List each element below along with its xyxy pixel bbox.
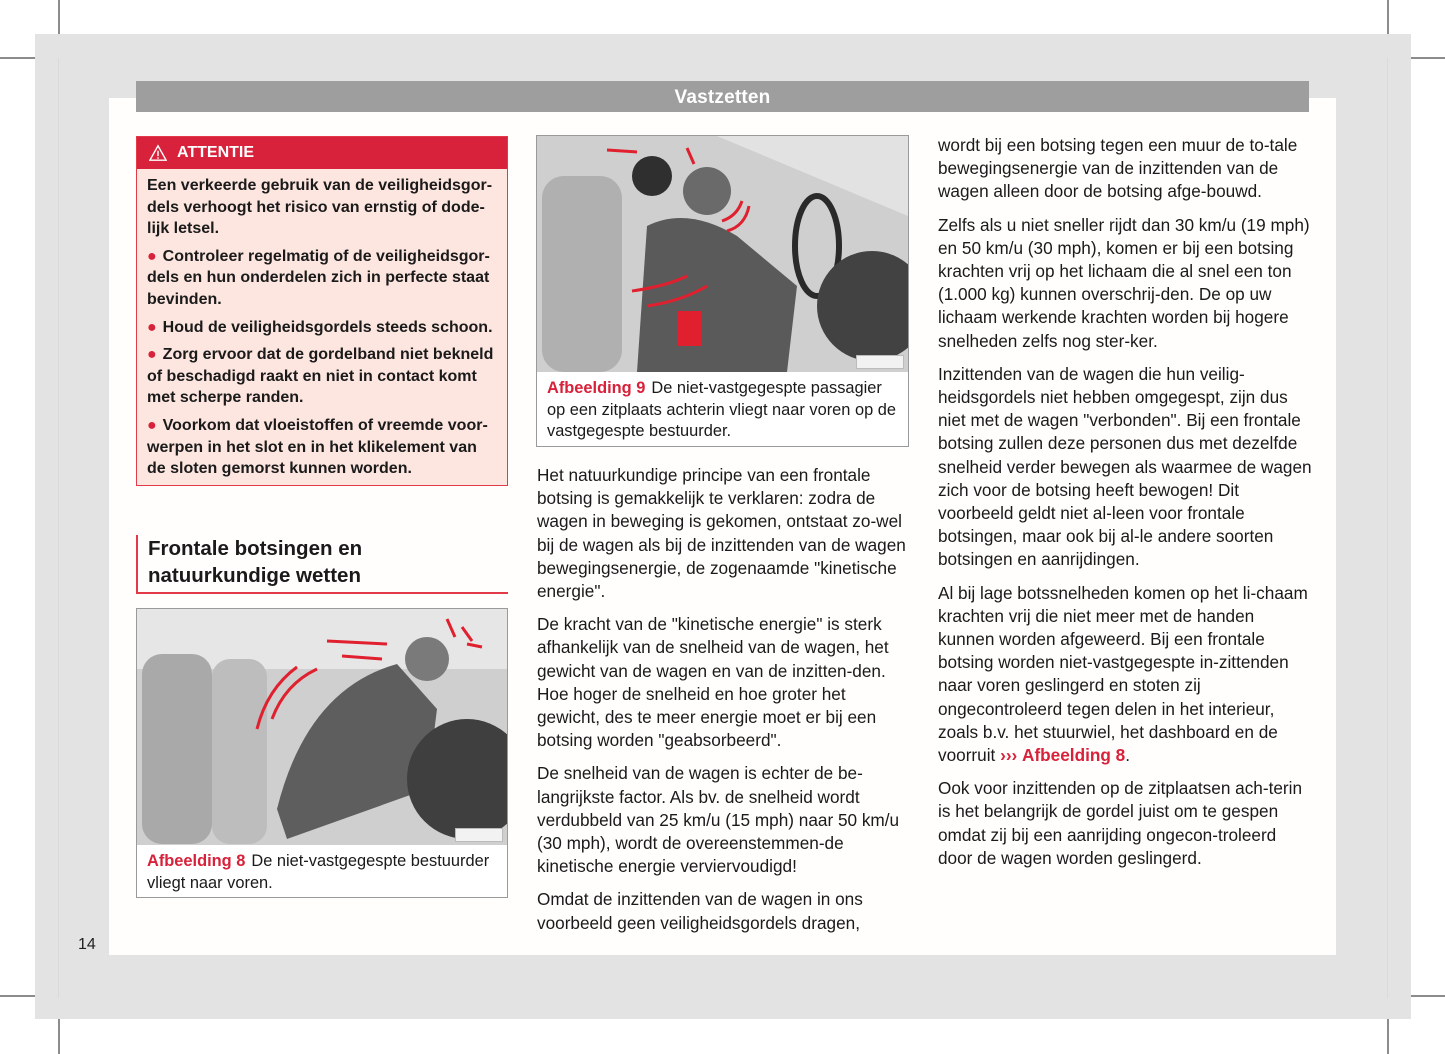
warning-box — [136, 136, 508, 486]
warning-title: ATTENTIE — [177, 144, 255, 161]
warning-bullet: ● Houd de veiligheidsgordels steeds schoon. — [147, 318, 493, 336]
right-column — [938, 134, 1313, 880]
warning-header — [137, 137, 507, 169]
crash-illustration-icon — [537, 136, 908, 372]
figure-9-caption: Afbeelding 9 De niet-vastgegespte passagier op een zitplaats achterin vliegt naar voren op de vastgegespte bestuurder. — [547, 379, 896, 441]
paragraph: Omdat de inzittenden van de wagen in ons voorbeeld geen veiligheidsgordels dragen, — [537, 889, 863, 933]
image-code-label — [455, 828, 503, 842]
paragraph: De snelheid van de wagen is echter de be-langrijkste factor. Als bv. de snelheid wordt verdubbeld van 25 km/u (15 mph) naar 50 km/u (30 mph), wordt de overeenstemmen-de kinetische energie verviervoudigd! — [537, 763, 900, 877]
warning-bullet: ● Controleer regelmatig of de veiligheidsgor-dels en hun onderdelen zich in perfecte staat bevinden. — [147, 247, 490, 308]
crop-mark — [1405, 995, 1445, 997]
warning-bullet: ● Zorg ervoor dat de gordelband niet bekneld of beschadigd raakt en niet in contact komt met scherpe randen. — [147, 346, 494, 407]
paragraph: wordt bij een botsing tegen een muur de to-tale bewegingsenergie van de inzittenden van de wagen alleen door de botsing afge-bouwd. — [938, 135, 1298, 202]
middle-column — [537, 464, 912, 945]
warning-bullet: ● Voorkom dat vloeistoffen of vreemde voor-werpen in het slot en in het klikelement van de sloten gemorst kunnen worden. — [147, 416, 488, 478]
warning-triangle-icon — [149, 144, 167, 162]
bullet-icon: ● — [147, 416, 157, 434]
figure-8-caption: Afbeelding 8 De niet-vastgegespte bestuurder vliegt naar voren. — [147, 852, 490, 892]
page-number: 14 — [78, 936, 96, 953]
section-title: Frontale botsingen en natuurkundige wetten — [136, 535, 508, 594]
crop-mark — [1387, 1014, 1389, 1054]
crop-mark — [58, 1014, 60, 1054]
paragraph: De kracht van de "kinetische energie" is sterk afhankelijk van de snelheid van de wagen, het gewicht van de wagen en van de inzitten-den. Hoe hoger de snelheid en hoe groter het gewicht, des te meer energie moet er bij een botsing worden "geabsorbeerd". — [537, 614, 889, 751]
cross-reference-arrow-icon: ››› — [1000, 745, 1018, 766]
paragraph: Inzittenden van de wagen die hun veilig-heidsgordels niet hebben omgegespt, zijn dus niet met de wagen "verbonden". Bij een frontale botsing zullen deze personen dus met dezelfde snelheid verder bewegen als waarmee de wagen zich voor de botsing heeft bewogen! Dit voorbeeld geldt niet al-leen voor frontale botsingen, maar ook bij al-le andere soorten botsingen en aanrijdingen. — [938, 363, 1312, 570]
trim-line — [58, 58, 59, 998]
bullet-icon: ● — [147, 346, 157, 364]
crop-mark — [0, 57, 40, 59]
figure-9-illustration — [537, 136, 908, 372]
figure-9 — [536, 135, 909, 447]
crop-mark — [1405, 57, 1445, 59]
bullet-icon: ● — [147, 318, 157, 336]
paragraph: Al bij lage botssnelheden komen op het li-chaam krachten vrij die niet meer met de handen kunnen worden afgeweerd. Bij een frontale botsing worden niet-vastgegespte in-zittenden naar voren geslingerd en stoten zij ongecontroleerd tegen delen in het interieur, zoals b.v. het stuurwiel, het dashboard en de voorruit ››› Afbeelding 8. — [938, 582, 1308, 766]
figure-8 — [136, 608, 508, 898]
figure-9-label: Afbeelding 9 — [547, 379, 646, 397]
paragraph: Het natuurkundige principe van een frontale botsing is gemakkelijk te verklaren: zodra de wagen in beweging is gekomen, ontstaat zo-wel bij de wagen als bij de inzittenden van de wagen bewegingsenergie, de zogenaamde "kinetische energie". — [537, 465, 906, 602]
figure-8-illustration — [137, 609, 507, 845]
crash-illustration-icon — [137, 609, 507, 845]
page-header-title: Vastzetten — [136, 81, 1309, 112]
paragraph: Ook voor inzittenden op de zitplaatsen ach-terin is het belangrijk de gordel juist om te gespen omdat zij bij een aanrijding ongecon-troleerd door de wagen worden geslingerd. — [938, 778, 1303, 868]
warning-intro: Een verkeerde gebruik van de veiligheidsgor-dels verhoogt het risico van ernstig of dode-lijk letsel. — [147, 177, 493, 238]
crop-mark — [0, 995, 40, 997]
trim-line — [1387, 58, 1388, 998]
paragraph: Zelfs als u niet sneller rijdt dan 30 km/u (19 mph) en 50 km/u (30 mph), komen er bij een botsing krachten vrij op het lichaam die al snel een ton (1.000 kg) kunnen overschrij-den. De op uw lichaam werkende krachten worden bij hogere snelheden zelfs nog ster-ker. — [938, 214, 1310, 351]
figure-8-label: Afbeelding 8 — [147, 852, 246, 870]
figure-8-link[interactable]: Afbeelding 8 — [1022, 745, 1126, 766]
bullet-icon: ● — [147, 247, 157, 265]
image-code-label — [856, 355, 904, 369]
